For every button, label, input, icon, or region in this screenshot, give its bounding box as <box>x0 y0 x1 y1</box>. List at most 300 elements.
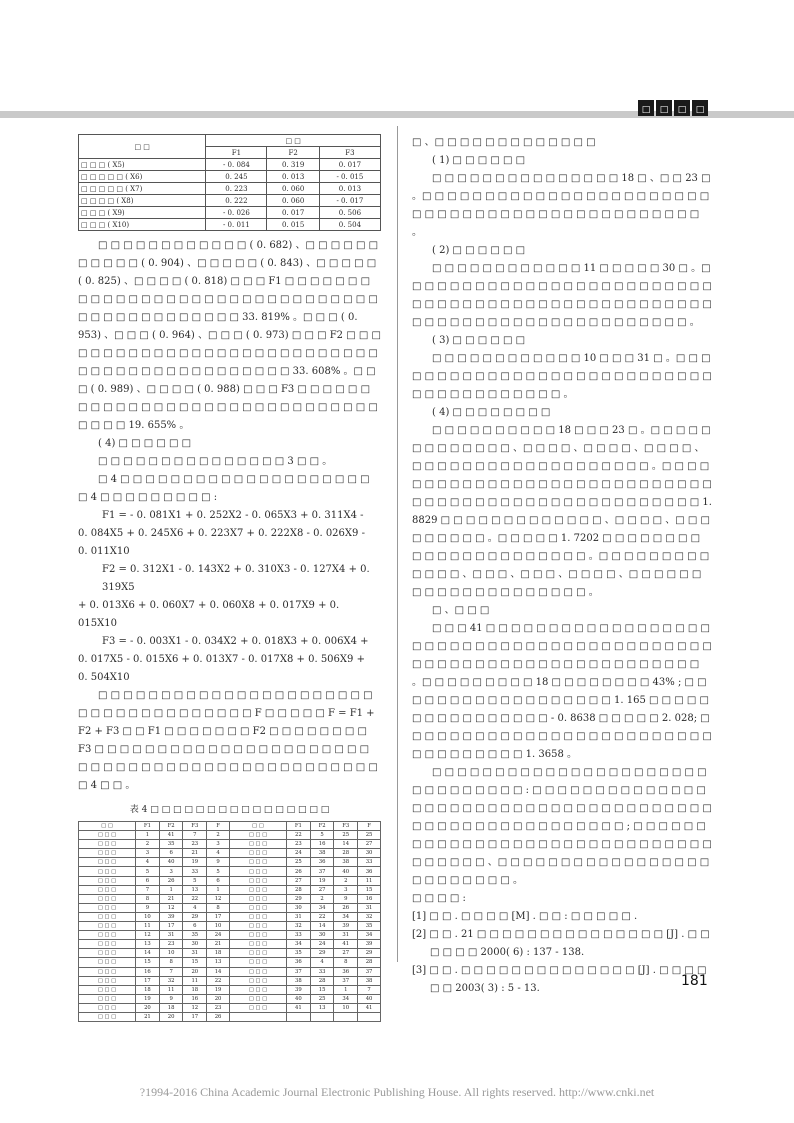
table-cell: □ □ □ ( X10) <box>79 219 206 231</box>
table-cell: □ □ □ <box>229 922 286 931</box>
table-cell: □ □ □ <box>79 958 136 967</box>
table-row <box>79 219 381 231</box>
table-cell: 30 <box>287 903 311 912</box>
table-cell: □ □ □ <box>79 894 136 903</box>
subheading: ( 4) □ □ □ □ □ □ <box>98 438 192 449</box>
table-col-f2: F2 <box>267 147 319 159</box>
table-cell: □ □ □ <box>79 858 136 867</box>
table-cell: 24 <box>207 931 230 940</box>
table-cell: □ □ □ <box>79 903 136 912</box>
table-cell: 0. 015 <box>267 219 319 231</box>
table-cell: 0. 017 <box>267 207 319 219</box>
section-tag-char: □ <box>692 100 708 116</box>
table-row <box>79 976 381 985</box>
table-cell: 15 <box>183 958 207 967</box>
table-cell: 33 <box>310 967 334 976</box>
table-row <box>79 171 381 183</box>
table-cell <box>334 1012 358 1021</box>
table-cell: 33 <box>183 867 207 876</box>
table-cell: 39 <box>358 940 381 949</box>
table-cell: □ □ □ <box>229 949 286 958</box>
table-cell: 25 <box>358 831 381 840</box>
table-cell: □ □ □ <box>229 885 286 894</box>
table-cell: □ □ □ □ □ ( X7) <box>79 183 206 195</box>
table-cell: 30 <box>358 849 381 858</box>
paragraph: □ 4 □ □ □ □ □ □ □ □ □ □ □ □ □ □ □ □ □ □ □ □ □ 4 □ □ □ □ □ □ □ □ □ : <box>78 474 370 503</box>
table-cell <box>229 1012 286 1021</box>
table-cell: 12 <box>159 903 183 912</box>
subheading: ( 2) □ □ □ □ □ □ <box>432 245 526 256</box>
table-cell: 19 <box>136 994 160 1003</box>
table-cell: 20 <box>183 967 207 976</box>
table-cell: 27 <box>358 840 381 849</box>
table-cell: 18 <box>183 985 207 994</box>
table-row <box>79 831 381 840</box>
table-cell: 37 <box>334 976 358 985</box>
table-cell: 18 <box>207 949 230 958</box>
table-cell: □ □ □ <box>79 967 136 976</box>
table-cell: 34 <box>287 940 311 949</box>
table-col-f1: F1 <box>206 147 267 159</box>
table-cell: 36 <box>310 858 334 867</box>
table-cell: - 0. 015 <box>319 171 380 183</box>
table-cell: □ □ □ <box>79 940 136 949</box>
table-cell: □ □ □ <box>229 958 286 967</box>
table-cell: 12 <box>183 1003 207 1012</box>
table-cell: 16 <box>136 967 160 976</box>
table-cell: 13 <box>136 940 160 949</box>
table-cell: □ □ □ <box>79 831 136 840</box>
table-cell: 35 <box>159 840 183 849</box>
table-cell: 38 <box>358 976 381 985</box>
table-row <box>79 985 381 994</box>
table-cell: 24 <box>310 940 334 949</box>
table-cell: 30 <box>310 931 334 940</box>
table-cell: 23 <box>183 840 207 849</box>
table-cell: 29 <box>287 894 311 903</box>
table-row-header: □ □ <box>79 135 206 159</box>
table-cell: □ □ □ <box>79 1012 136 1021</box>
reference-item: [3] □ □ . □ □ □ □ □ □ □ □ □ □ □ □ □ □ [J] . □ □ □ □ □ □ 2003( 3) : 5 - 13. <box>412 965 707 994</box>
table-cell <box>358 1012 381 1021</box>
paragraph: □ □ □ □ □ □ □ □ □ □ □ □ □ □ □ 3 □ □ 。 <box>98 456 333 467</box>
references-title: □ □ □ □ : <box>412 893 466 904</box>
table-row <box>79 1012 381 1021</box>
table-cell: 0. 222 <box>206 195 267 207</box>
table-cell: 15 <box>136 958 160 967</box>
table-cell: 38 <box>310 849 334 858</box>
table-cell: 22 <box>287 831 311 840</box>
table-cell: 39 <box>159 912 183 921</box>
table-cell: □ □ □ <box>79 849 136 858</box>
table-cell: 31 <box>358 903 381 912</box>
table-row <box>79 183 381 195</box>
table-cell: □ □ □ ( X5) <box>79 159 206 171</box>
table-cell: - 0. 026 <box>206 207 267 219</box>
table-header: F3 <box>183 822 207 831</box>
table-header: F2 <box>159 822 183 831</box>
table-cell: 13 <box>207 958 230 967</box>
table-cell: □ □ □ <box>229 840 286 849</box>
table-cell: 22 <box>310 912 334 921</box>
column-divider <box>397 126 398 962</box>
table-cell: 0. 245 <box>206 171 267 183</box>
table-cell: 3 <box>159 867 183 876</box>
paragraph: □ □ □ 41 □ □ □ □ □ □ □ □ □ □ □ □ □ □ □ □ □ □ □ □ □ □ □ □ □ □ □ □ □ □ □ □ □ □ □ □ □ □ □ □ □ □ □ □ □ □ □ □ □ □ □ □ □ □ □ □ □ □ □ □ □ □ □ □ □ 。□ □ □ □ □ □ □ □ □ 18 □ □ □ □ □ □ □ □ 43% ; □ □ □ □ □ □ □ □ □ □ □ □ □ □ □ □ □ □ 1. 165 □ □ □ □ □ □ □ □ □ □ □ □ □ □ □ □ - 0. 8638 □ □ □ □ □ 2. 028; □ □ □ □ □ □ □ □ □ □ □ □ □ □ □ □ □ □ □ □ □ □ □ □ □ □ □ □ □ □ □ □ □ □ 1. 3658 。 <box>412 623 712 760</box>
section-tag-char: □ <box>656 100 672 116</box>
table-cell: 35 <box>287 949 311 958</box>
table-cell: □ □ □ <box>229 858 286 867</box>
right-column <box>412 134 712 998</box>
table-cell: 21 <box>159 894 183 903</box>
table-cell: 9 <box>159 994 183 1003</box>
table-row <box>79 931 381 940</box>
table-cell: 11 <box>358 876 381 885</box>
table-cell: 0. 013 <box>267 171 319 183</box>
table-cell: 26 <box>334 903 358 912</box>
table-cell: 13 <box>310 1003 334 1012</box>
table-header: F <box>358 822 381 831</box>
table-row <box>79 1003 381 1012</box>
subheading: ( 4) □ □ □ □ □ □ □ □ <box>432 407 551 418</box>
table-cell: 4 <box>183 903 207 912</box>
table-cell: 2 <box>310 894 334 903</box>
table-cell: 6 <box>159 849 183 858</box>
table-cell: □ □ □ ( X9) <box>79 207 206 219</box>
table-cell: 38 <box>287 976 311 985</box>
table-cell: 7 <box>136 885 160 894</box>
table-cell: 35 <box>358 922 381 931</box>
table-col-f3: F3 <box>319 147 380 159</box>
table-cell: 8 <box>207 903 230 912</box>
table-cell: 26 <box>207 1012 230 1021</box>
table-cell: □ □ □ <box>229 940 286 949</box>
table-cell: 18 <box>136 985 160 994</box>
table-cell: 3 <box>136 849 160 858</box>
table-cell: 30 <box>183 940 207 949</box>
table-cell: 32 <box>159 976 183 985</box>
table-cell: 22 <box>183 894 207 903</box>
formula-f3: F3 = - 0. 003X1 - 0. 034X2 + 0. 018X3 + 0. 006X4 + <box>102 636 369 647</box>
table-cell: 20 <box>207 994 230 1003</box>
table-cell: 28 <box>287 885 311 894</box>
table-cell: 37 <box>358 967 381 976</box>
table-row <box>79 840 381 849</box>
table-cell: 40 <box>358 994 381 1003</box>
table-row <box>79 967 381 976</box>
table-cell: □ □ □ <box>229 903 286 912</box>
table-cell: 41 <box>358 1003 381 1012</box>
table-cell: 10 <box>207 922 230 931</box>
table-cell: 7 <box>358 985 381 994</box>
table-cell: 1 <box>334 985 358 994</box>
table-cell: □ □ □ <box>229 867 286 876</box>
table-cell: □ □ □ <box>79 922 136 931</box>
subheading: ( 1) □ □ □ □ □ □ <box>432 155 526 166</box>
table-cell: 13 <box>183 885 207 894</box>
table-cell: 15 <box>358 885 381 894</box>
table-cell: 31 <box>334 931 358 940</box>
formula-f1: F1 = - 0. 081X1 + 0. 252X2 - 0. 065X3 + 0. 311X4 - <box>102 510 364 521</box>
table-header: F3 <box>334 822 358 831</box>
table-cell: 7 <box>159 967 183 976</box>
table-row <box>79 994 381 1003</box>
table-cell: 15 <box>310 985 334 994</box>
table-cell: 27 <box>310 885 334 894</box>
table-cell: 5 <box>183 876 207 885</box>
formula-f1-cont: 0. 084X5 + 0. 245X6 + 0. 223X7 + 0. 222X8 - 0. 026X9 - <box>78 528 365 539</box>
table-cell: 27 <box>287 876 311 885</box>
table-cell: 8 <box>159 958 183 967</box>
table-cell: 14 <box>310 922 334 931</box>
table-cell: 11 <box>183 976 207 985</box>
table-cell: - 0. 011 <box>206 219 267 231</box>
table-cell: 17 <box>136 976 160 985</box>
table-cell: 0. 319 <box>267 159 319 171</box>
table-col-group: □ □ <box>206 135 381 147</box>
table-cell: 34 <box>358 931 381 940</box>
table-cell: 28 <box>310 976 334 985</box>
table-cell: 23 <box>159 940 183 949</box>
table-cell: 24 <box>287 849 311 858</box>
table-cell: 22 <box>207 976 230 985</box>
table-cell: 19 <box>207 985 230 994</box>
table-cell: 41 <box>159 831 183 840</box>
table-cell: □ □ □ <box>229 931 286 940</box>
table-row <box>79 912 381 921</box>
table-cell: 0. 060 <box>267 183 319 195</box>
left-column <box>78 134 381 1022</box>
table-cell: 26 <box>159 876 183 885</box>
table-cell: □ □ □ <box>229 912 286 921</box>
table-cell: 25 <box>334 831 358 840</box>
table-header: F1 <box>287 822 311 831</box>
table-cell: 3 <box>334 885 358 894</box>
table-cell: □ □ □ <box>229 849 286 858</box>
table-cell: 10 <box>136 912 160 921</box>
table-cell: 18 <box>159 1003 183 1012</box>
table-row <box>79 894 381 903</box>
table-cell: 10 <box>159 949 183 958</box>
table-cell: 34 <box>334 994 358 1003</box>
table-cell: 41 <box>334 940 358 949</box>
table-cell: 39 <box>334 922 358 931</box>
table-cell: 9 <box>136 903 160 912</box>
page-number: 181 <box>681 973 708 989</box>
table-cell: 14 <box>136 949 160 958</box>
table-cell: 1 <box>207 885 230 894</box>
table-row <box>79 207 381 219</box>
table-cell: 23 <box>207 1003 230 1012</box>
table-cell: 6 <box>183 922 207 931</box>
table-cell: □ □ □ <box>79 876 136 885</box>
table-row <box>79 849 381 858</box>
table-cell: 17 <box>159 922 183 931</box>
table-cell: 20 <box>136 1003 160 1012</box>
table-header: F1 <box>136 822 160 831</box>
table-cell: 31 <box>159 931 183 940</box>
table-cell: 25 <box>287 858 311 867</box>
table-cell: 32 <box>287 922 311 931</box>
table-cell: 12 <box>207 894 230 903</box>
table-cell: 4 <box>207 849 230 858</box>
table-cell: □ □ □ <box>79 994 136 1003</box>
table-row <box>79 876 381 885</box>
formula-f3-cont: 0. 504X10 <box>78 672 130 683</box>
table-cell: 34 <box>334 912 358 921</box>
table-cell: 29 <box>310 949 334 958</box>
table-cell: 0. 017 <box>319 159 380 171</box>
table-cell: 5 <box>310 831 334 840</box>
table-cell: - 0. 084 <box>206 159 267 171</box>
table-cell: 21 <box>136 1012 160 1021</box>
factor-score-table <box>78 134 381 231</box>
reference-item: [2] □ □ . 21 □ □ □ □ □ □ □ □ □ □ □ □ □ □ □ [J] . □ □ □ □ □ □ 2000( 6) : 137 - 138. <box>412 929 710 958</box>
table-row <box>79 949 381 958</box>
table-header: □ □ <box>229 822 286 831</box>
formula-f1-cont: 0. 011X10 <box>78 546 130 557</box>
table-row <box>79 922 381 931</box>
table-cell: □ □ □ <box>79 885 136 894</box>
table-row <box>79 858 381 867</box>
table-cell: □ □ □ <box>229 985 286 994</box>
table-cell: 19 <box>183 858 207 867</box>
table-cell: 12 <box>136 931 160 940</box>
table-cell: 33 <box>358 858 381 867</box>
table-row <box>79 940 381 949</box>
table-row <box>79 885 381 894</box>
paragraph: □ □ □ □ □ □ □ □ □ □ □ □ 11 □ □ □ □ □ 30 □ 。□ □ □ □ □ □ □ □ □ □ □ □ □ □ □ □ □ □ □ □ □ □ □ □ □ □ □ □ □ □ □ □ □ □ □ □ □ □ □ □ □ □ □ □ □ □ □ □ □ □ □ □ □ □ □ □ □ □ □ □ □ □ □ □ □ □ □ □ □ □ □ 。 <box>412 263 712 328</box>
table-cell: 40 <box>287 994 311 1003</box>
table-row <box>79 867 381 876</box>
table-cell: 11 <box>136 922 160 931</box>
table-cell: 39 <box>287 985 311 994</box>
table-cell: 40 <box>159 858 183 867</box>
table-cell: 36 <box>358 867 381 876</box>
table-cell: 6 <box>207 876 230 885</box>
paragraph: □ □ □ □ □ □ □ □ □ □ □ □ □ □ □ □ □ □ □ □ □ □ □ □ □ □ □ □ □ □ □ : □ □ □ □ □ □ □ □ □ □ □ □ □ □ □ □ □ □ □ □ □ □ □ □ □ □ □ □ □ □ □ □ □ □ □ □ □ □ □ □ □ □ □ □ □ □ □ □ □ □ □ □ □ □ □ ; □ □ □ □ □ □ □ □ □ □ □ □ □ □ □ □ □ □ □ □ □ □ □ □ □ □ □ □ □ □ □ □ □ □ □ □ 、□ □ □ □ □ □ □ □ □ □ □ □ □ □ □ □ □ □ □ □ □ □ □ □ □ 。 <box>412 767 712 886</box>
paragraph: □ □ □ □ □ □ □ □ □ □ □ □ 10 □ □ □ 31 □ 。□ □ □ □ □ □ □ □ □ □ □ □ □ □ □ □ □ □ □ □ □ □ □ □ □ □ □ □ □ □ □ □ □ □ □ □ □ □ □ 。 <box>412 353 712 400</box>
table-cell: 7 <box>183 831 207 840</box>
table-header: F2 <box>310 822 334 831</box>
table-cell: 38 <box>334 858 358 867</box>
table-cell: 28 <box>358 958 381 967</box>
table-cell: 19 <box>310 876 334 885</box>
paragraph: □ □ □ □ □ □ □ □ □ □ 18 □ □ □ 23 □ 。□ □ □ □ □ □ □ □ □ □ □ □ □ 、□ □ □ □ 、□ □ □ □ 、□ □ □ □ 、□ □ □ □ □ □ □ □ □ □ □ □ □ □ □ □ □ □ □ 。□ □ □ □ □ □ □ □ □ □ □ □ □ □ □ □ □ □ □ □ □ □ □ □ □ □ □ □ □ □ □ □ □ □ □ □ □ □ □ □ □ □ □ □ □ □ □ □ □ □ □ 1. 8829 □ □ □ □ □ □ □ □ □ □ □ □ □ 、□ □ □ □ 、□ □ □ □ □ □ □ □ □ 。□ □ □ □ □ 1. 7202 □ □ □ □ □ □ □ □ □ □ □ □ □ □ □ □ □ □ □ □ □ □ 。□ □ □ □ □ □ □ □ □ □ □ □ □ 、□ □ □ 、□ □ □ 、□ □ □ □ 、□ □ □ □ □ □ □ □ □ □ □ □ □ □ □ □ □ □ □ □ 。 <box>412 425 712 598</box>
table-cell: □ □ □ <box>79 985 136 994</box>
section-heading: □ 、□ □ □ □ □ □ □ □ □ □ □ □ □ <box>412 137 596 148</box>
table-cell: 0. 223 <box>206 183 267 195</box>
table-cell: □ □ □ <box>229 1003 286 1012</box>
table-cell: 41 <box>287 1003 311 1012</box>
table-cell: 8 <box>136 894 160 903</box>
table-cell: 2 <box>136 840 160 849</box>
table-cell: 31 <box>183 949 207 958</box>
table-cell: 35 <box>183 931 207 940</box>
table-cell: 4 <box>136 858 160 867</box>
table-cell: □ □ □ <box>229 831 286 840</box>
table-cell: 11 <box>159 985 183 994</box>
table-cell: 21 <box>207 940 230 949</box>
table-cell: 10 <box>334 1003 358 1012</box>
table-row <box>79 958 381 967</box>
table-cell: 17 <box>207 912 230 921</box>
table-cell: 21 <box>183 849 207 858</box>
table-cell: □ □ □ <box>79 949 136 958</box>
table-cell: 5 <box>207 867 230 876</box>
table-cell: 14 <box>207 967 230 976</box>
table-cell: □ □ □ <box>229 894 286 903</box>
table-cell: □ □ □ <box>229 994 286 1003</box>
formula-f3-cont: 0. 017X5 - 0. 015X6 + 0. 013X7 - 0. 017X8 + 0. 506X9 + <box>78 654 365 665</box>
table-cell: 2 <box>207 831 230 840</box>
table-cell: 40 <box>334 867 358 876</box>
table-cell: 32 <box>358 912 381 921</box>
table-cell: 29 <box>183 912 207 921</box>
table-cell: 14 <box>334 840 358 849</box>
table-row <box>79 159 381 171</box>
table-cell: 16 <box>358 894 381 903</box>
paragraph: □ □ □ □ □ □ □ □ □ □ □ □ ( 0. 682) 、□ □ □ □ □ □ □ □ □ □ □ ( 0. 904) 、□ □ □ □ □ ( 0. 843) 、□ □ □ □ □ ( 0. 825) 、□ □ □ □ ( 0. 818) □ □ □ F1 □ □ □ □ □ □ □ □ □ □ □ □ □ □ □ □ □ □ □ □ □ □ □ □ □ □ □ □ □ □ □ □ □ □ □ □ □ □ □ □ □ □ □ □ 33. 819% 。□ □ □ ( 0. 953) 、□ □ □ ( 0. 964) 、□ □ □ ( 0. 973) □ □ □ F2 □ □ □ □ □ □ □ □ □ □ □ □ □ □ □ □ □ □ □ □ □ □ □ □ □ □ □ □ □ □ □ □ □ □ □ □ □ □ □ □ □ □ □ □ 33. 608% 。□ □ □ ( 0. 989) 、□ □ □ □ ( 0. 988) □ □ □ F3 □ □ □ □ □ □ □ □ □ □ □ □ □ □ □ □ □ □ □ □ □ □ □ □ □ □ □ □ □ □ □ □ □ □ 19. 655% 。 <box>78 240 381 431</box>
table-row <box>79 903 381 912</box>
formula-f2: F2 = 0. 312X1 - 0. 143X2 + 0. 310X3 - 0. 127X4 + 0. 319X5 <box>102 564 370 593</box>
table-cell: 1 <box>136 831 160 840</box>
table-cell: □ □ □ <box>79 976 136 985</box>
table-cell: 31 <box>287 912 311 921</box>
table-cell <box>287 1012 311 1021</box>
table-cell: 1 <box>159 885 183 894</box>
table-cell: 27 <box>334 949 358 958</box>
table-cell: □ □ □ <box>229 967 286 976</box>
table-cell: 20 <box>159 1012 183 1021</box>
table-row <box>79 195 381 207</box>
table-cell: 9 <box>207 858 230 867</box>
table-cell: 6 <box>136 876 160 885</box>
table-cell: 17 <box>183 1012 207 1021</box>
table-cell: 23 <box>287 840 311 849</box>
table-cell: 16 <box>310 840 334 849</box>
table-cell: □ □ □ <box>79 1003 136 1012</box>
table-cell: 29 <box>358 949 381 958</box>
table-cell: □ □ □ <box>229 976 286 985</box>
reference-item: [1] □ □ . □ □ □ □ [M] . □ □ : □ □ □ □ □ . <box>412 911 638 922</box>
formula-f2-cont: + 0. 013X6 + 0. 060X7 + 0. 060X8 + 0. 017X9 + 0. 015X10 <box>78 600 340 629</box>
ranking-table <box>78 821 381 1022</box>
table-cell: □ □ □ □ □ ( X6) <box>79 171 206 183</box>
table-cell: 34 <box>310 903 334 912</box>
subheading: ( 3) □ □ □ □ □ □ <box>432 335 526 346</box>
table-cell: □ □ □ <box>79 867 136 876</box>
table-cell: - 0. 017 <box>319 195 380 207</box>
section-tag-char: □ <box>674 100 690 116</box>
table-cell: 37 <box>310 867 334 876</box>
table-cell: 0. 506 <box>319 207 380 219</box>
table-cell: 37 <box>287 967 311 976</box>
table-cell: □ □ □ □ ( X8) <box>79 195 206 207</box>
table-cell: 33 <box>287 931 311 940</box>
table4-caption: 表 4 □ □ □ □ □ □ □ □ □ □ □ □ □ □ □ □ <box>129 805 330 815</box>
section-tag <box>638 100 708 116</box>
table-cell: 0. 504 <box>319 219 380 231</box>
table-cell: 3 <box>207 840 230 849</box>
table-cell: 36 <box>334 967 358 976</box>
copyright-footer: ?1994-2016 China Academic Journal Electronic Publishing House. All rights reserved. http://www.cnki.net <box>139 1085 655 1099</box>
table-cell: 36 <box>287 958 311 967</box>
table-cell: 26 <box>287 867 311 876</box>
table-cell: 4 <box>310 958 334 967</box>
table-cell: □ □ □ <box>229 876 286 885</box>
table-cell: 0. 060 <box>267 195 319 207</box>
